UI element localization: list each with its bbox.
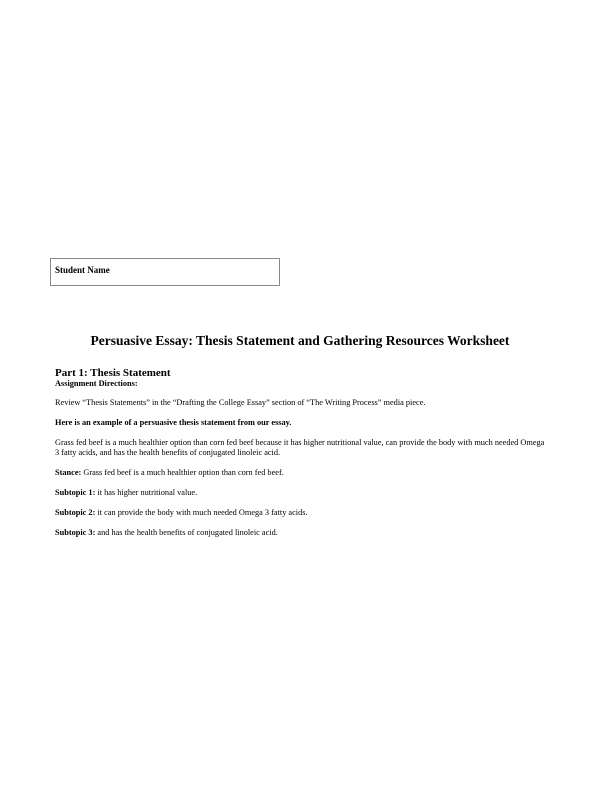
subtopic3-line <box>55 528 545 538</box>
example-heading: Here is an example of a persuasive thesis statement from our essay. <box>55 418 292 427</box>
subtopic3-label: Subtopic 3: <box>55 528 96 537</box>
part1-section <box>55 367 545 548</box>
stance-text: Grass fed beef is a much healthier option than corn fed beef. <box>81 468 284 477</box>
part1-heading: Part 1: Thesis Statement <box>55 367 171 379</box>
subtopic2-text: it can provide the body with much needed Omega 3 fatty acids. <box>95 508 308 517</box>
page-title: Persuasive Essay: Thesis Statement and Gathering Resources Worksheet <box>90 333 510 348</box>
example-thesis: Grass fed beef is a much healthier option than corn fed beef because it has higher nutritional value, can provide the body with much needed Omega 3 fatty acids, and has the health benefits of conjugated linoleic acid. <box>55 438 545 457</box>
subtopic1-line <box>55 488 545 498</box>
student-name-box[interactable] <box>50 258 280 286</box>
subtopic2-line <box>55 508 545 518</box>
subtopic1-text: it has higher nutritional value. <box>95 488 198 497</box>
subtopic1-label: Subtopic 1: <box>55 488 96 497</box>
assignment-directions-heading: Assignment Directions: <box>55 379 138 388</box>
subtopic2-label: Subtopic 2: <box>55 508 96 517</box>
directions-text: Review “Thesis Statements” in the “Drafting the College Essay” section of “The Writing Process” media piece. <box>55 398 426 407</box>
stance-line <box>55 468 545 478</box>
subtopic3-text: and has the health benefits of conjugated linoleic acid. <box>95 528 278 537</box>
student-name-label: Student Name <box>55 265 110 275</box>
stance-label: Stance: <box>55 468 82 477</box>
